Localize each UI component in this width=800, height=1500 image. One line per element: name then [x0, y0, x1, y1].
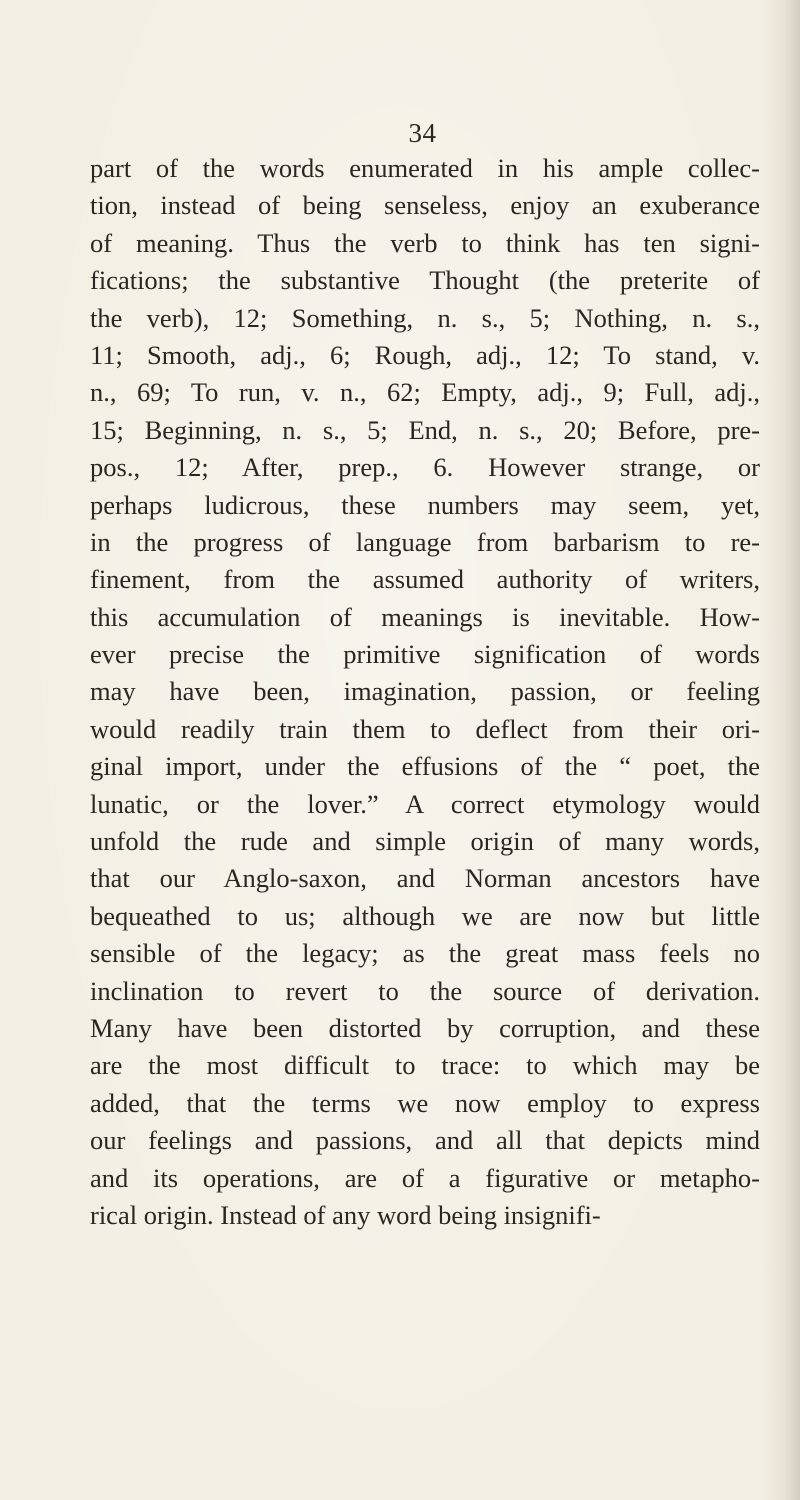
text-line: sensible of the legacy; as the great mass feels no: [90, 938, 760, 969]
text-line: Many have been distorted by corruption, and these: [90, 1012, 760, 1043]
text-line: bequeathed to us; although we are now but little: [90, 900, 760, 931]
text-line: 11; Smooth, adj., 6; Rough, adj., 12; To stand, v.: [90, 339, 760, 370]
text-line: fications; the substantive Thought (the preterite of: [90, 265, 760, 296]
text-line: the verb), 12; Something, n. s., 5; Nothing, n. s.,: [90, 302, 760, 333]
page-edge-shadow: [760, 0, 800, 1500]
text-line: of meaning. Thus the verb to think has ten signi-: [90, 227, 760, 258]
text-line: ever precise the primitive signification of words: [90, 639, 760, 670]
text-line: n., 69; To run, v. n., 62; Empty, adj., 9; Full, adj.,: [90, 377, 760, 408]
page-number: 34: [408, 118, 437, 148]
text-line: our feelings and passions, and all that depicts mind: [90, 1125, 760, 1156]
text-line: unfold the rude and simple origin of many words,: [90, 826, 760, 857]
text-line: pos., 12; After, prep., 6. However strange, or: [90, 452, 760, 483]
text-line: part of the words enumerated in his ample collec-: [90, 153, 760, 183]
text-line: added, that the terms we now employ to express: [90, 1087, 760, 1118]
text-line: perhaps ludicrous, these numbers may seem, yet,: [90, 489, 760, 520]
text-line: inclination to revert to the source of derivation.: [90, 975, 760, 1006]
text-line: that our Anglo-saxon, and Norman ancestors have: [90, 863, 760, 894]
text-line: lunatic, or the lover.” A correct etymology would: [90, 788, 760, 819]
text-line: finement, from the assumed authority of writers,: [90, 564, 760, 595]
text-line: are the most difficult to trace: to which may be: [90, 1050, 760, 1081]
text-line: tion, instead of being senseless, enjoy an exuberance: [90, 190, 760, 221]
body-text: [90, 150, 760, 1234]
text-line: 15; Beginning, n. s., 5; End, n. s., 20; Before, pre-: [90, 414, 760, 445]
text-line: this accumulation of meanings is inevitable. How-: [90, 601, 760, 632]
text-line: would readily train them to deflect from their ori-: [90, 713, 760, 744]
text-line: may have been, imagination, passion, or feeling: [90, 676, 760, 707]
text-line: and its operations, are of a figurative or metapho-: [90, 1162, 760, 1193]
text-line: ginal import, under the effusions of the “ poet, the: [90, 751, 760, 782]
text-line: in the progress of language from barbarism to re-: [90, 526, 760, 557]
text-line: rical origin. Instead of any word being insignifi-: [90, 1199, 601, 1230]
